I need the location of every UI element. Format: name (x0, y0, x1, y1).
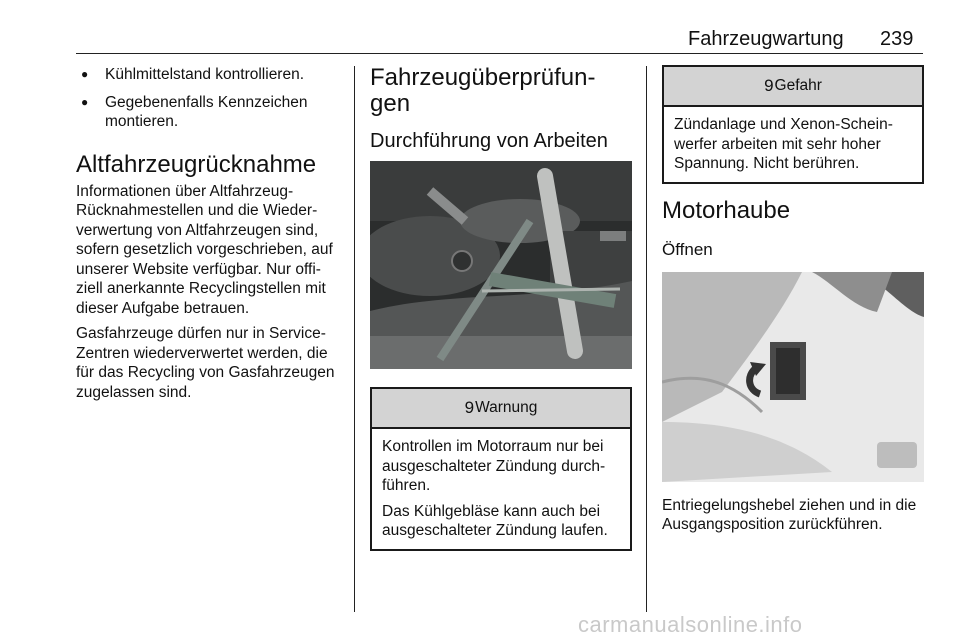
subsection-title-work: Durchführung von Arbeiten (370, 130, 608, 152)
list-item: ● Kühlmittelstand kontrollieren. (76, 65, 342, 85)
danger-box-header (664, 67, 922, 107)
column-divider-right (646, 66, 647, 612)
section-title-recycling: Altfahrzeugrücknahme (76, 150, 317, 178)
warning-text: Das Kühlgebläse kann auch bei ausgeschalteter Zündung laufen. (382, 502, 608, 539)
warning-box-title: Warnung (475, 399, 538, 417)
header-rule (76, 53, 923, 54)
section-title-inspection: Fahrzeugüberprüfun-gen (370, 64, 596, 117)
warning-box-header (372, 389, 630, 429)
column-middle (370, 65, 632, 551)
subsection-title-open: Öffnen (662, 239, 713, 259)
warning-box (370, 387, 632, 551)
paragraph: Gasfahrzeuge dürfen nur in Service-Zentren wiederverwertet werden, die für das Recycling von Gasfahrzeugen zugelassen sind. (76, 325, 335, 401)
danger-triangle-icon: 9 (764, 76, 774, 96)
danger-box-body (664, 107, 922, 182)
page-header-title: Fahrzeugwartung (688, 28, 844, 50)
hood-caption: Entriegelungshebel ziehen und in die Ausgangsposition zurückführen. (662, 496, 917, 533)
engine-bay-photo (370, 161, 632, 369)
hood-release-photo (662, 272, 924, 482)
column-right (662, 65, 924, 535)
watermark: carmanualsonline.info (578, 612, 803, 637)
warning-box-body (372, 429, 630, 549)
danger-text: Zündanlage und Xenon-Schein-werfer arbeiten mit sehr hoher Spannung. Nicht berühren. (674, 116, 893, 172)
danger-box-title: Gefahr (774, 77, 822, 95)
warning-triangle-icon: 9 (464, 398, 475, 418)
section-title-hood: Motorhaube (662, 196, 791, 224)
checklist (76, 65, 342, 132)
engine-bay-illustration (370, 161, 632, 369)
paragraph: Informationen über Altfahrzeug-Rücknahmestellen und die Wieder-verwertung von Altfahrzeugen sind, sofern gesetzlich vorgeschrieben, auf unserer Website verfügbar. Nur offi-ziell anerkannte Recyclingstellen mit dieser Aufgabe betrauen. (76, 182, 333, 317)
column-divider-left (354, 66, 355, 612)
danger-box (662, 65, 924, 184)
hood-release-illustration (662, 272, 924, 482)
column-left (76, 65, 342, 402)
warning-text: Kontrollen im Motorraum nur bei ausgeschalteter Zündung durch-führen. (382, 438, 606, 494)
list-item: ● Gegebenenfalls Kennzeichen montieren. (76, 93, 342, 132)
page-number: 239 (880, 28, 914, 50)
